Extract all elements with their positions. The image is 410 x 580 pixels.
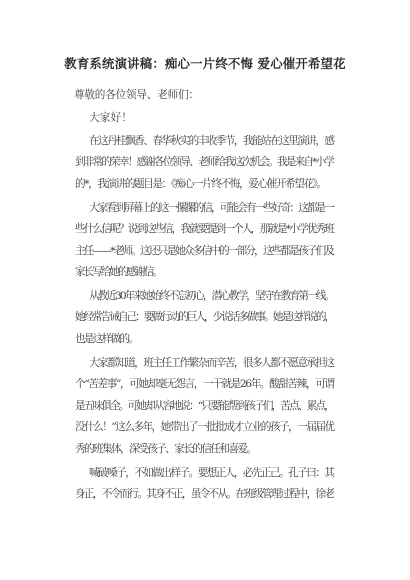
text-line: [75, 332, 137, 346]
text-line: [75, 420, 334, 434]
text-line-content: 大家都知道，班主任工作繁杂而辛苦，很多人都不愿意承担这: [89, 357, 334, 369]
text-line: [75, 377, 334, 391]
text-line-content: 也是这样做的。: [75, 333, 138, 345]
text-line: [89, 356, 333, 370]
text-line-content: 到非常的荣幸！感谢各位领导、老师给我这次机会。我是来自*小学: [75, 156, 334, 168]
text-line: [89, 201, 333, 215]
text-line-content: 大家看到屏幕上的这一摞摞的信，可能会有一些好奇：这都是一: [89, 202, 333, 214]
text-line: [89, 466, 333, 480]
text-line: [75, 310, 333, 324]
text-line: [89, 134, 333, 148]
text-line-content: 些什么信呢？说到这些信，我就要提到一个人，那就是*小学优秀班: [75, 223, 334, 235]
text-line: [75, 442, 255, 456]
text-line-content: 主任——*老师。这还只是她众多信中的一部分，这些都是孩子们及: [75, 245, 334, 257]
text-line: [74, 88, 199, 102]
text-line: [75, 399, 333, 413]
text-line-content: 喊破嗓子，不如做出样子。要想正人，必先正己。孔子曰：其: [89, 467, 334, 479]
text-line-content: 大家好！: [89, 112, 133, 124]
text-line-content: 在这丹桂飘香、春华秋实的丰收季节，我能站在这里演讲，感: [89, 135, 334, 147]
text-line-content: 尊敬的各位领导、老师们：: [74, 89, 199, 101]
text-line: [75, 222, 333, 236]
text-line-content: 家长写给她的感谢信。: [75, 266, 162, 278]
text-line-content: 没什么！”这么多年，她带出了一批批成才立业的孩子，一届届优: [75, 421, 334, 433]
text-line-content: 她经常告诫自己：要做行动的巨人，少说话多做事。她是这样说的，: [75, 311, 334, 323]
text-line: [89, 289, 333, 303]
text-line-content: 从教近30年来她始终不忘初心，潜心教学，坚守在教育第一线。: [89, 290, 334, 302]
text-line: [75, 487, 333, 501]
document-title: 教育系统演讲稿：痴心一片终不悔 爱心催开希望花: [64, 56, 346, 71]
text-line-content: 秀的班集体，深受孩子、家长的信任和喜爱。: [75, 443, 256, 455]
text-line-content: 的*，我演讲的题目是：《痴心一片终不悔，爱心催开希望花》。: [75, 178, 326, 190]
text-line: [89, 111, 132, 125]
text-line: [75, 177, 326, 191]
text-line-content: 个“苦差事”，可她却毫无怨言，一干就是26年。酸甜苦辣，可谓: [75, 378, 334, 390]
text-line: [75, 155, 333, 169]
text-line-content: 身正，不令而行。其身不正，虽令不从。在班级管理过程中，徐老: [75, 488, 334, 500]
text-line-content: 是五味俱全。可她却从容地说：“只要能帮到孩子们，苦点、累点，: [75, 400, 334, 412]
text-line: [75, 244, 333, 258]
text-line: [75, 265, 161, 279]
